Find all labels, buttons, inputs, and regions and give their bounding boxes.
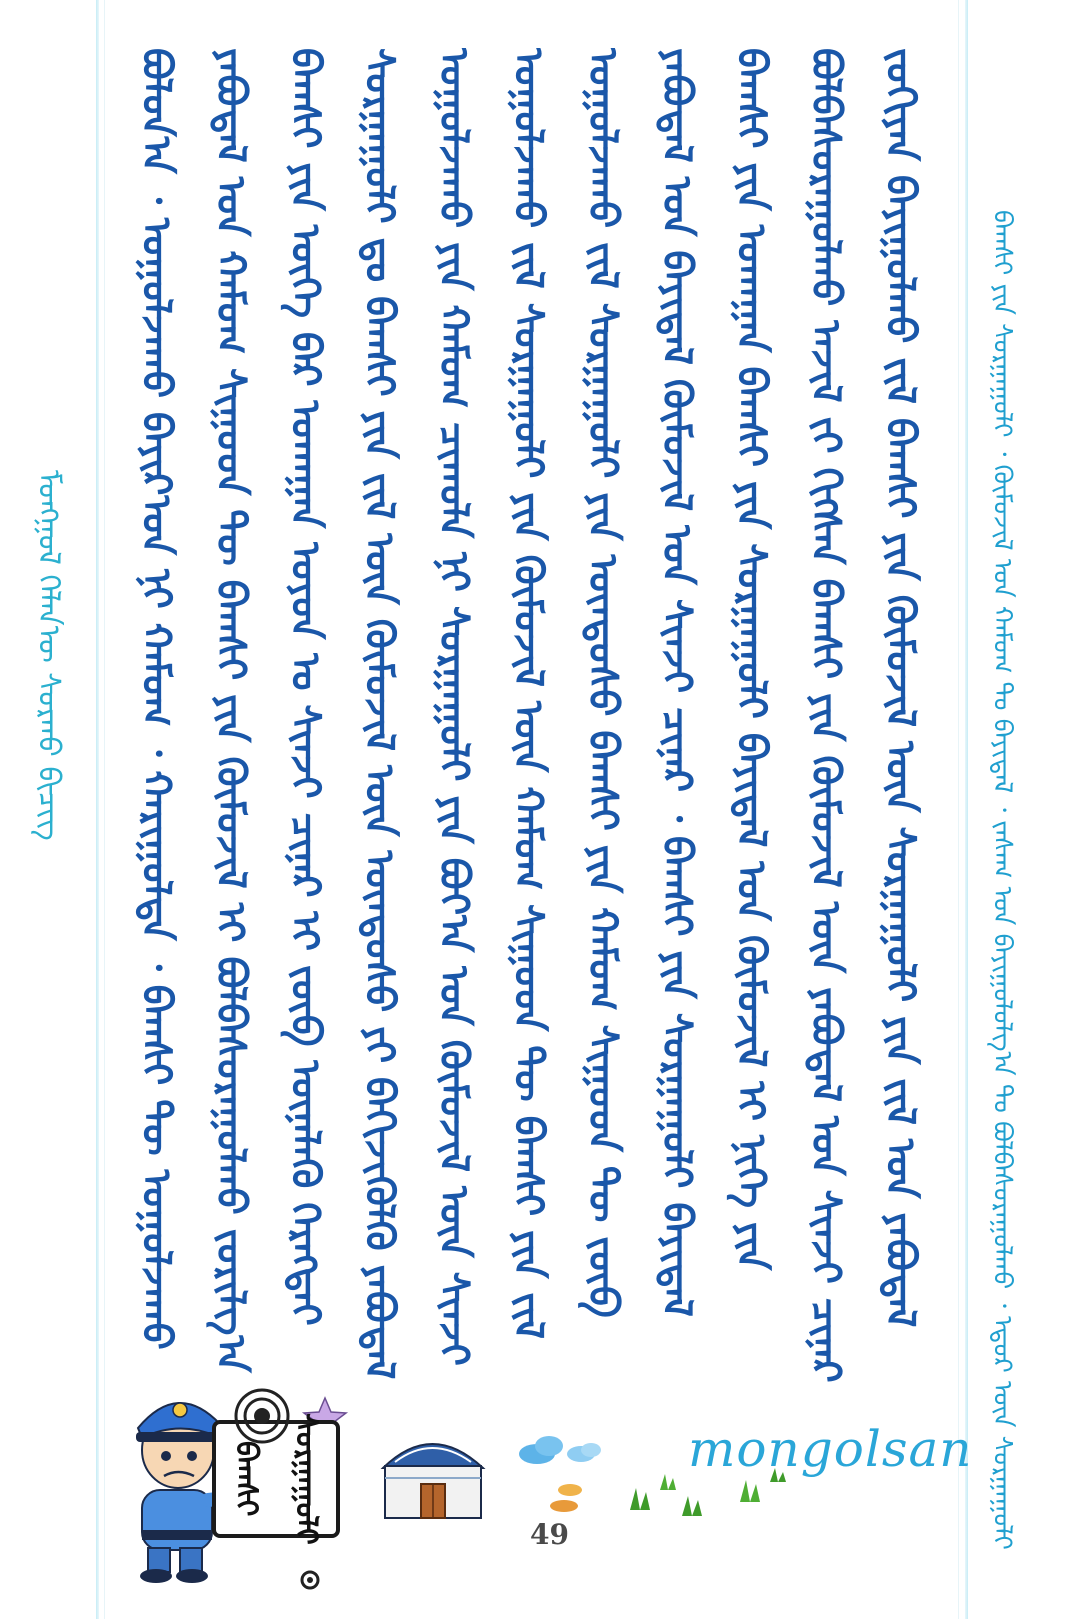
footnote-column: ᠪᠠᠭᠰᠢ ᠶᠢᠨ ᠰᠤᠷᠭᠠᠭᠤᠯᠢ ᠂ ᠬᠦᠮᠦᠵᠢᠯ ᠤᠨ ᠬᠠᠮᠤᠭ ᠲᠤ ᠪᠠᠶᠢᠳᠠᠯ ᠂ ᠵᠠᠰᠠᠭ ᠤᠨ ᠪᠠᠶᠢᠭᠤᠯᠤᠯᠭ᠎ᠠ ᠲᠤ ᠪᠣᠯᠪᠠᠰᠤᠷᠠᠭᠤᠯᠬᠤ ᠂ ᠡᠳᠦᠷ ᠦᠨ ᠰᠤᠷᠭᠠᠭᠤᠯᠢ: [987, 210, 1017, 1550]
body-text: [128, 48, 928, 1383]
text-column-7: ᠤᠭᠤᠯᠵᠠᠬᠤ ᠵᠢᠯ ᠰᠤᠷᠭᠠᠭᠤᠯᠢ ᠶᠢᠨ ᠦᠨᠳᠦᠰᠦ ᠪᠠᠭᠰᠢ ᠶᠢᠨ ᠬᠠᠮᠤᠭ ᠰᠢᠭᠤᠳ ᠲᠦ ᠵᠥᠪ: [579, 48, 626, 1318]
text-column-8: ᠶᠠᠪᠤᠳᠠᠯ ᠤᠨ ᠪᠠᠶᠢᠳᠠᠯ ᠬᠦᠮᠦᠵᠢᠯ ᠤᠨ ᠰᠢᠨᠵᠢ ᠴᠢᠨᠠᠷ ᠂ ᠪᠠᠭᠰᠢ ᠶᠢᠨ ᠰᠤᠷᠭᠠᠭᠤᠯᠢ ᠪᠠᠶᠢᠳᠠᠯ: [653, 48, 700, 1317]
yurt-icon: [375, 1420, 490, 1530]
stones-decoration-icon: [540, 1478, 600, 1518]
text-column-5: ᠤᠭᠤᠯᠵᠠᠬᠤ ᠶᠢᠨ ᠬᠠᠮᠤᠭ ᠴᠢᠬᠤᠯᠠ ᠨᠢ ᠰᠤᠷᠭᠠᠭᠤᠯᠢ ᠶᠢᠨ ᠪᠤᠶ᠎ᠠ ᠤᠨ ᠬᠦᠮᠦᠵᠢᠯ ᠦᠨ ᠰᠢᠨᠵᠢ: [430, 48, 477, 1366]
right-frame-line-inner: [958, 0, 959, 1619]
page-number: 49: [530, 1518, 569, 1551]
sign-text-1: ᠪᠠᠭᠰᠢ: [228, 1441, 264, 1517]
sign-text-2: ᠰᠤᠷᠭᠠᠭᠤᠯᠢ: [288, 1413, 324, 1545]
text-column-10: ᠪᠣᠯᠪᠠᠰᠤᠷᠠᠭᠤᠯᠬᠤ ᠠᠵᠢᠯ ᠵᠢ ᠬᠢᠭᠰᠡᠨ ᠪᠠᠭᠰᠢ ᠶᠢᠨ ᠬᠦᠮᠦᠵᠢᠯ ᠦᠨ ᠶᠠᠪᠤᠳᠠᠯ ᠤᠨ ᠰᠢᠨᠵᠢ ᠴᠢᠨᠠᠷ: [802, 48, 849, 1383]
left-frame-line: [96, 0, 99, 1619]
running-header: ᠮᠣᠩᠭᠣᠯ ᠬᠡᠯᠡᠨ᠎ᠦ ᠰᠤᠷᠬᠤ ᠪᠢᠴᠢᠭ: [31, 470, 66, 841]
text-column-4: ᠰᠤᠷᠭᠠᠭᠤᠯᠢ ᠳᠤ ᠪᠠᠭᠰᠢ ᠶᠢᠨ ᠵᠢᠯ ᠦᠨ ᠬᠦᠮᠦᠵᠢᠯ ᠦᠨ ᠦᠨᠳᠦᠰᠦ ᠶᠢ ᠪᠡᠬᠢᠵᠢᠭᠦᠯᠬᠦ ᠶᠠᠪᠤᠳᠠᠯ: [356, 48, 403, 1380]
brand-logo-text: mongolsan: [688, 1420, 973, 1478]
text-column-9: ᠪᠠᠭᠰᠢ ᠶᠢᠨ ᠤᠬᠠᠭᠠᠨ ᠪᠠᠭᠰᠢ ᠶᠢᠨ ᠰᠤᠷᠭᠠᠭᠤᠯᠢ ᠪᠠᠶᠢᠳᠠᠯ ᠤᠨ ᠬᠦᠮᠦᠵᠢᠯ ᠢ ᠨᠢᠭᠡ ᠶᠢᠨ: [728, 48, 775, 1271]
right-frame-line: [965, 0, 968, 1619]
text-column-1: ᠪᠣᠯᠤᠨ᠎ᠠ ᠂ ᠤᠭᠤᠯᠵᠠᠬᠤ ᠪᠠᠶᠢᠷ᠎ᠤᠨ ᠨᠢ ᠬᠠᠮᠤᠭ ᠂ ᠬᠠᠷᠢᠭᠤᠯᠲᠠ ᠂ ᠪᠠᠭᠰᠢ ᠲᠦ ᠤᠭᠤᠯᠵᠠᠬᠤ: [133, 48, 179, 1350]
cloud-icon: [515, 1430, 605, 1470]
text-column-2: ᠶᠠᠪᠤᠳᠠᠯ ᠤᠨ ᠬᠠᠮᠤᠭ ᠰᠢᠭᠤᠳ ᠲᠦ ᠪᠠᠭᠰᠢ ᠶᠢᠨ ᠬᠦᠮᠦᠵᠢᠯ ᠢ ᠪᠣᠯᠪᠠᠰᠤᠷᠠᠭᠤᠯᠬᠤ ᠵᠣᠷᠢᠯᠭ᠎ᠠ: [207, 48, 254, 1373]
text-column-6: ᠤᠭᠤᠯᠵᠠᠬᠤ ᠵᠢᠯ ᠰᠤᠷᠭᠠᠭᠤᠯᠢ ᠶᠢᠨ ᠬᠦᠮᠦᠵᠢᠯ ᠦᠨ ᠬᠠᠮᠤᠭ ᠰᠢᠭᠤᠳ ᠲᠦ ᠪᠠᠭᠰᠢ ᠶᠢᠨ ᠵᠢᠯ: [504, 48, 551, 1340]
left-frame-line-inner: [104, 0, 105, 1619]
target-decoration-icon: [232, 1386, 292, 1446]
text-column-11: ᠵᠣᠬᠢᠶᠠᠨ ᠪᠠᠶᠢᠭᠤᠯᠬᠤ ᠵᠢᠯ ᠪᠠᠭᠰᠢ ᠶᠢᠨ ᠬᠦᠮᠦᠵᠢᠯ ᠦᠨ ᠰᠤᠷᠭᠠᠭᠤᠯᠢ ᠶᠢᠨ ᠵᠢᠯ ᠤᠨ ᠶᠠᠪᠤᠳᠠᠯ: [876, 48, 923, 1328]
text-column-3: ᠪᠠᠭᠰᠢ ᠶᠢᠨ ᠦᠭᠡ ᠪᠡᠷ ᠤᠬᠠᠭᠠᠨ ᠣᠶᠤᠨ ᠤ ᠰᠢᠨᠵᠢ ᠴᠢᠨᠠᠷ ᠢ ᠵᠥᠪ ᠦᠨᠡᠯᠡᠬᠦ ᠬᠡᠷᠡᠭᠲᠡᠢ: [281, 48, 328, 1326]
